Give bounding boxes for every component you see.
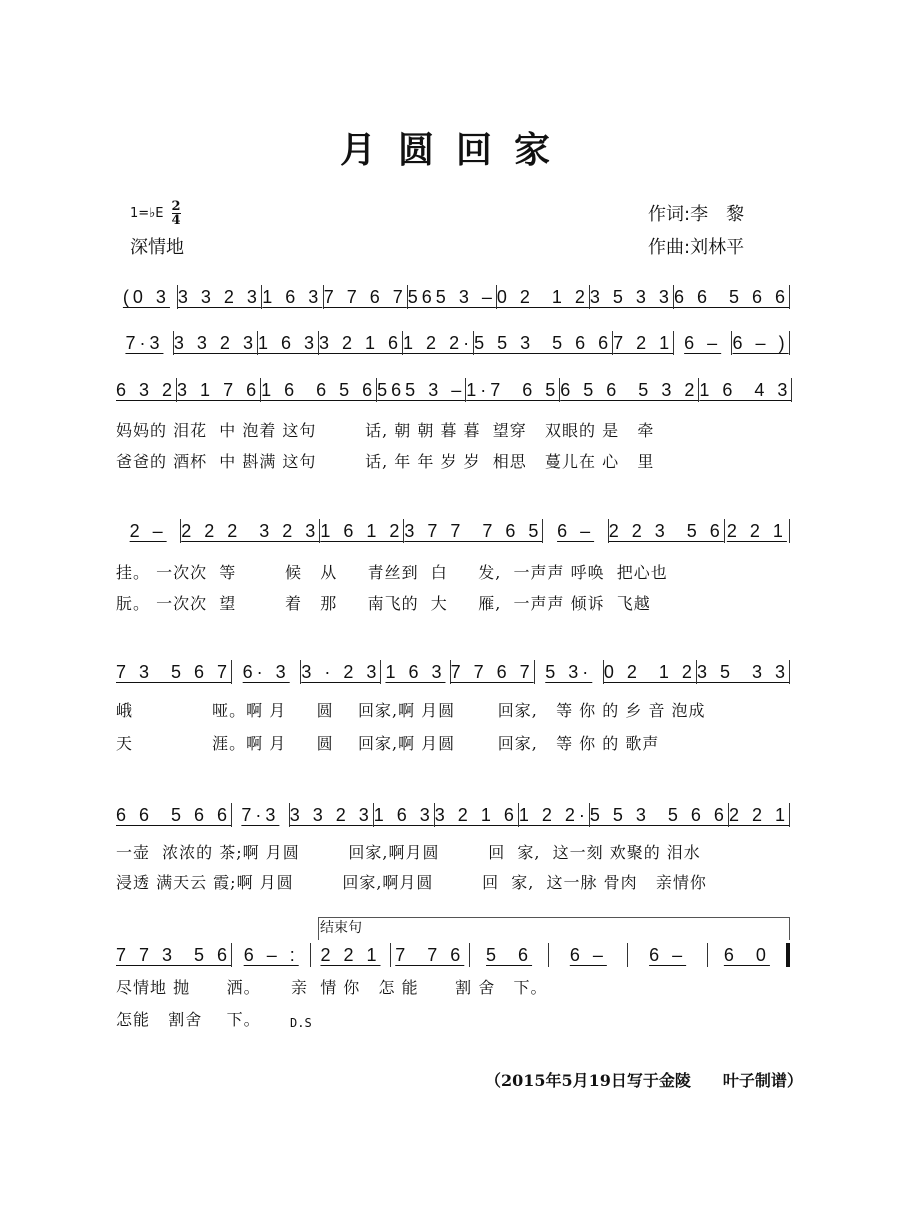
- measure: 3 1 7 6: [177, 379, 261, 400]
- notation-row: [116, 802, 790, 828]
- bar-line: [789, 803, 790, 827]
- measure: 7 7 6 7: [323, 286, 407, 307]
- lyrics-line: 妈妈的 泪花 中 泡着 这句 话, 朝 朝 暮 暮 望穿 双眼的 是 牵: [116, 421, 655, 440]
- measure: 1 6 3: [385, 661, 446, 682]
- measure: 7 2 1: [613, 332, 674, 353]
- dal-segno-mark: D.S: [290, 1016, 312, 1030]
- time-bottom: 4: [171, 213, 181, 228]
- measure: 3 2 1 6: [434, 804, 518, 825]
- bar-line: [786, 943, 790, 967]
- measure: 2 2 1: [728, 804, 789, 825]
- measure: 6 6 5 6 6: [116, 804, 232, 825]
- measure: 5 5 3 5 6 6: [474, 332, 613, 353]
- measure: 0 2 1 2: [603, 661, 696, 682]
- notation-row: [116, 377, 790, 403]
- footer-note: （2015年5月19日写于金陵 叶子制谱）: [485, 1071, 803, 1090]
- measure: 6 0: [723, 944, 770, 965]
- measure: 3 5 3 3: [589, 286, 673, 307]
- bar-line: [789, 331, 790, 355]
- measure: 6 –: [684, 332, 722, 353]
- measure: 7 7 3 5 6: [116, 944, 232, 965]
- measure: 1 2 2·: [518, 804, 589, 825]
- measure: 6 –: [569, 944, 607, 965]
- lyrics-line: 浸透 满天云 霞;啊 月圆 回家,啊月圆 回 家, 这一脉 骨肉 亲情你: [116, 873, 707, 892]
- measure: 7 7 6 7: [450, 661, 534, 682]
- measure: 6 –: [557, 520, 595, 541]
- measure: 5 5 3 5 6 6: [589, 804, 728, 825]
- measure: 3 2 1 6: [319, 332, 403, 353]
- time-signature: [172, 200, 181, 227]
- time-top: 2: [171, 199, 181, 214]
- measure: 1·7 6 5: [466, 379, 560, 400]
- measure: 565 3 –: [377, 379, 466, 400]
- measure: 5 3·: [545, 661, 593, 682]
- key-label: 1=♭E: [130, 206, 164, 221]
- notation-row: [116, 518, 790, 544]
- lyrics-line: 朊。 一次次 望 着 那 南飞的 大 雁, 一声声 倾诉 飞越: [116, 594, 651, 613]
- measure: 5 6: [486, 944, 533, 965]
- measure: 1 6 4 3: [699, 379, 792, 400]
- measure: 3 7 7 7 6 5: [404, 520, 543, 541]
- measure: 1 6 6 5 6: [261, 379, 377, 400]
- measure: 0 2 1 2: [496, 286, 589, 307]
- measure: (0 3: [122, 286, 170, 307]
- bar-line: [791, 378, 792, 402]
- measure: 7·3: [125, 332, 164, 353]
- composer-credit: 作曲:刘林平: [648, 237, 745, 258]
- measure: 6 5 6 5 3 2: [560, 379, 699, 400]
- song-title: 月圆回家: [339, 129, 572, 171]
- measure: 2 2 1: [320, 944, 381, 965]
- measure: 3 · 2 3: [301, 661, 381, 682]
- measure: 6 3 2: [116, 379, 177, 400]
- measure: 6 – :: [243, 944, 299, 965]
- measure: 2 2 3 5 6: [608, 520, 724, 541]
- measure: 7·3: [241, 804, 280, 825]
- measure: 2 2 1: [726, 520, 787, 541]
- measure: 565 3 –: [407, 286, 496, 307]
- measure: 2 2 2 3 2 3: [181, 520, 320, 541]
- measure: 6 6 5 6 6: [673, 286, 789, 307]
- measure: 6 –: [649, 944, 687, 965]
- lyrics-line: 一壶 浓浓的 茶;啊 月圆 回家,啊月圆 回 家, 这一刻 欢聚的 泪水: [116, 843, 701, 862]
- measure: 1 6 3: [262, 286, 323, 307]
- measure: 7 3 5 6 7: [116, 661, 232, 682]
- measure: 7 7 6: [395, 944, 465, 965]
- lyrics-line: 怎能 割舍 下。: [116, 1010, 261, 1029]
- measure: 1 6 1 2: [320, 520, 404, 541]
- measure: 3 3 2 3: [173, 332, 257, 353]
- notation-row: [116, 659, 790, 685]
- notation-row: [116, 942, 790, 968]
- measure: 3 5 3 3: [696, 661, 789, 682]
- notation-row: [116, 284, 790, 310]
- lyrics-line: 尽情地 抛 洒。 亲 情 你 怎 能 割 舍 下。: [116, 978, 548, 997]
- lyrics-line: 爸爸的 酒杯 中 斟满 这句 话, 年 年 岁 岁 相思 蔓儿在 心 里: [116, 452, 655, 471]
- notation-row: [116, 330, 790, 356]
- measure: 3 3 2 3: [177, 286, 261, 307]
- bar-line: [789, 285, 790, 309]
- measure: 1 6 3: [257, 332, 318, 353]
- lyrics-line: 挂。 一次次 等 候 从 青丝到 白 发, 一声声 呼唤 把心也: [116, 563, 668, 582]
- measure: 6 – ): [732, 332, 789, 353]
- measure: 6· 3: [242, 661, 290, 682]
- measure: 2 –: [129, 520, 167, 541]
- measure: 1 2 2·: [403, 332, 474, 353]
- measure: 3 3 2 3: [289, 804, 373, 825]
- tempo-marking: 深情地: [130, 237, 184, 258]
- lyricist-credit: 作词:李 黎: [648, 204, 745, 225]
- lyrics-line: 天 涯。啊 月 圆 回家,啊 月圆 回家, 等 你 的 歌声: [116, 734, 660, 753]
- bar-line: [789, 519, 790, 543]
- ending-label: 结束句: [320, 920, 362, 936]
- bar-line: [789, 660, 790, 684]
- ending-bracket: [318, 917, 790, 940]
- measure: 1 6 3: [373, 804, 434, 825]
- lyrics-line: 峨 哑。啊 月 圆 回家,啊 月圆 回家, 等 你 的 乡 音 泡成: [116, 701, 706, 720]
- key-signature: [130, 200, 181, 227]
